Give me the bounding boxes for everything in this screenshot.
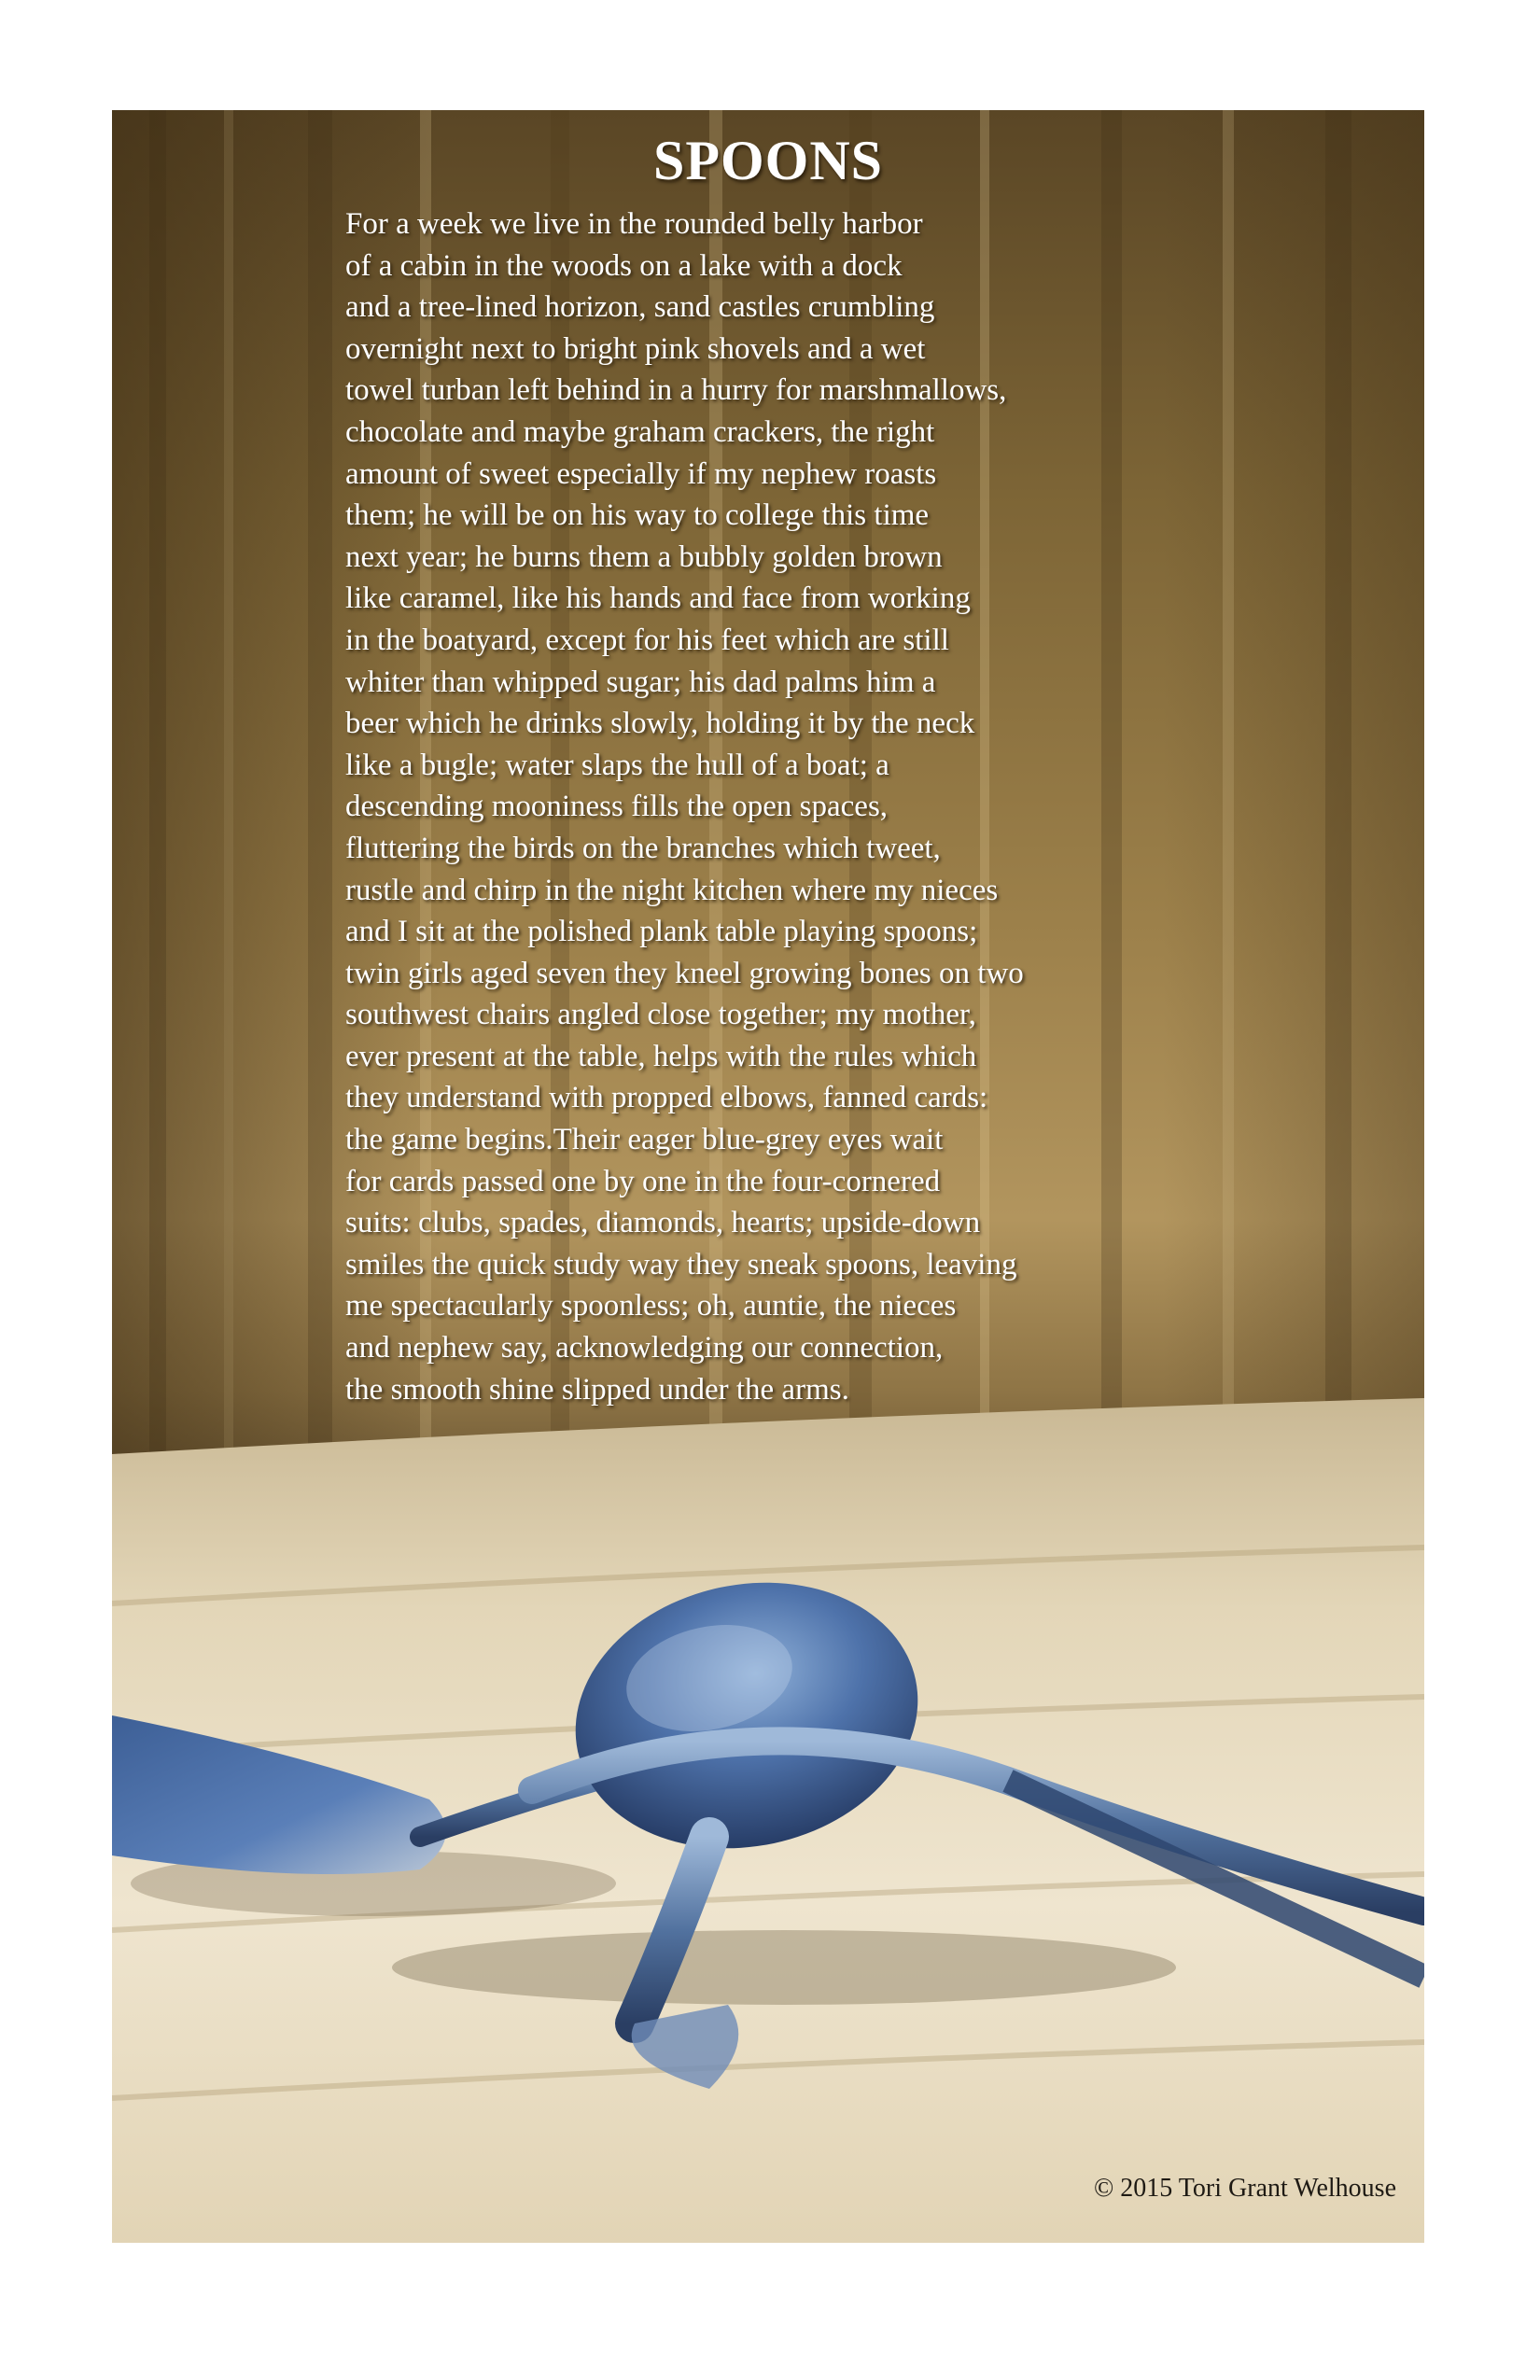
poem-line: and I sit at the polished plank table playing spoons;	[345, 915, 978, 949]
poem-line: the game begins.Their eager blue-grey eyes wait	[345, 1123, 944, 1157]
poem-line: them; he will be on his way to college this time	[345, 498, 930, 533]
poem-line: rustle and chirp in the night kitchen where my nieces	[345, 873, 999, 907]
poem-line: beer which he drinks slowly, holding it by the neck	[345, 707, 975, 741]
poem-line: for cards passed one by one in the four-cornered	[345, 1164, 941, 1198]
poem-line: overnight next to bright pink shovels and a wet	[345, 331, 926, 366]
poem-line: ever present at the table, helps with the rules which	[345, 1039, 977, 1073]
copyright-notice: © 2015 Tori Grant Welhouse	[1094, 2174, 1396, 2203]
poem-title: SPOONS	[652, 130, 884, 191]
poem-body	[345, 203, 1279, 1410]
poem-line: For a week we live in the rounded belly harbor	[345, 207, 923, 241]
poem-line: and a tree-lined horizon, sand castles crumbling	[345, 290, 935, 325]
poem-poster	[112, 110, 1424, 2243]
poem-line: southwest chairs angled close together; my mother,	[345, 998, 976, 1032]
poem-line: next year; he burns them a bubbly golden brown	[345, 539, 943, 574]
poem-line: like a bugle; water slaps the hull of a boat; a	[345, 748, 889, 782]
poem-line: in the boatyard, except for his feet which are still	[345, 623, 949, 657]
poem-line: and nephew say, acknowledging our connection,	[345, 1331, 944, 1365]
poem-line: me spectacularly spoonless; oh, auntie, the nieces	[345, 1289, 957, 1323]
poem-line: suits: clubs, spades, diamonds, hearts; upside-down	[345, 1206, 981, 1240]
poem-line: twin girls aged seven they kneel growing bones on two	[345, 956, 1024, 990]
poem-line: whiter than whipped sugar; his dad palms him a	[345, 665, 936, 699]
poem-line: descending mooniness fills the open spaces,	[345, 790, 889, 824]
poem-line: they understand with propped elbows, fanned cards:	[345, 1081, 988, 1115]
poem-line: smiles the quick study way they sneak spoons, leaving	[345, 1247, 1017, 1281]
poem-line: amount of sweet especially if my nephew roasts	[345, 456, 937, 491]
poem-line: towel turban left behind in a hurry for marshmallows,	[345, 373, 1007, 408]
poem-line: chocolate and maybe graham crackers, the right	[345, 414, 935, 449]
poem-line: like caramel, like his hands and face from working	[345, 581, 971, 616]
poem-line: the smooth shine slipped under the arms.	[345, 1372, 849, 1407]
poem-line: fluttering the birds on the branches which tweet,	[345, 831, 941, 865]
poem-line: of a cabin in the woods on a lake with a dock	[345, 248, 903, 283]
